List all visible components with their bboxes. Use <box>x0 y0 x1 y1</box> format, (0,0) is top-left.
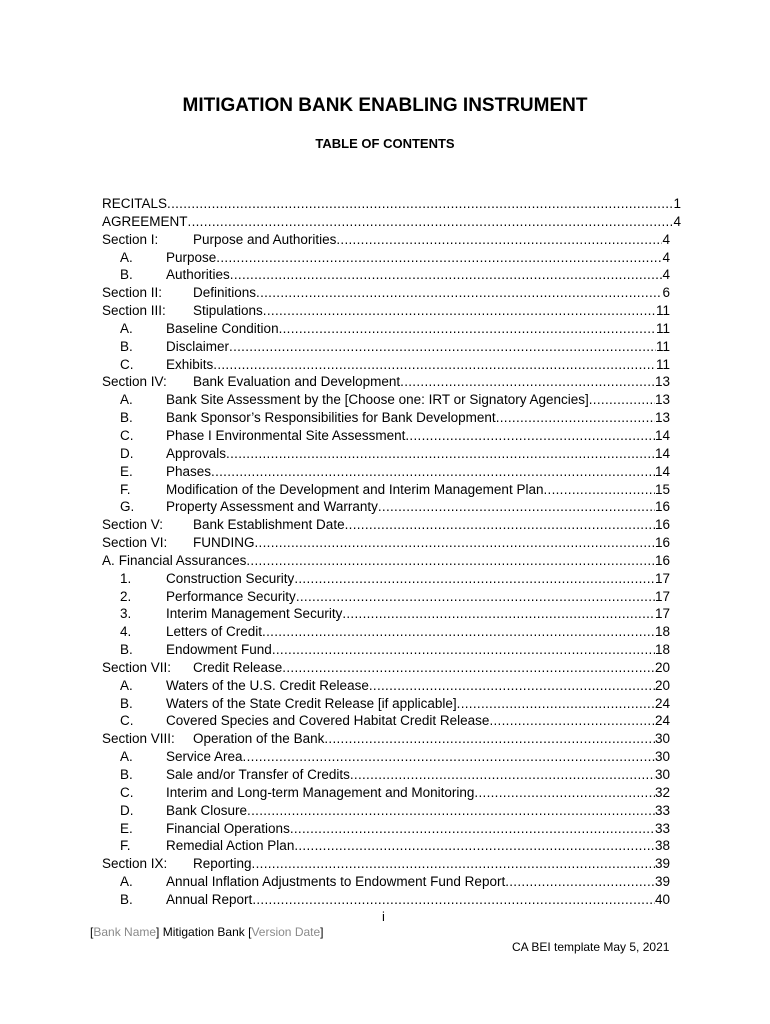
toc-entry-number: 2. <box>120 588 132 604</box>
toc-entry-label: Purpose <box>166 249 217 265</box>
toc-entry-number: A. <box>120 392 133 408</box>
toc-entry-label: Purpose and Authorities <box>193 231 337 247</box>
toc-entry[interactable] <box>102 677 670 695</box>
toc-entry[interactable] <box>102 552 670 570</box>
dot-leader <box>342 605 655 623</box>
toc-entry[interactable] <box>102 302 670 320</box>
toc-entry-page: 14 <box>654 427 670 443</box>
toc-entry-page: 30 <box>654 749 670 765</box>
toc-entry[interactable] <box>102 481 670 499</box>
toc-entry-page: 4 <box>662 249 670 265</box>
toc-entry-page: 39 <box>654 874 670 890</box>
toc-entry-number: Section VI: <box>102 535 168 551</box>
toc-entry[interactable] <box>102 373 670 391</box>
dot-leader <box>246 552 655 570</box>
toc-entry-page: 13 <box>654 374 670 390</box>
toc-entry[interactable] <box>102 249 670 267</box>
dot-leader <box>226 445 655 463</box>
footer-middle-text: Mitigation Bank <box>159 925 249 939</box>
dot-leader <box>496 409 655 427</box>
dot-leader <box>405 427 655 445</box>
table-of-contents <box>102 195 681 909</box>
toc-entry-label: Financial Operations <box>166 820 290 836</box>
toc-entry-page: 11 <box>655 320 670 336</box>
bracket: [ <box>248 925 252 939</box>
dot-leader <box>378 498 655 516</box>
footer-template-note: CA BEI template May 5, 2021 <box>512 940 670 954</box>
toc-entry[interactable] <box>102 820 670 838</box>
toc-entry-label: Bank Establishment Date <box>193 517 345 533</box>
dot-leader <box>262 623 655 641</box>
toc-entry[interactable] <box>102 695 670 713</box>
dot-leader <box>167 195 673 213</box>
toc-entry[interactable] <box>102 712 670 730</box>
toc-entry-page: 11 <box>655 303 670 319</box>
toc-entry-page: 40 <box>654 891 670 907</box>
toc-entry-number: 4. <box>120 624 132 640</box>
toc-entry-page: 11 <box>655 356 670 372</box>
toc-entry-number: Section VII: <box>102 659 172 675</box>
dot-leader <box>213 356 656 374</box>
toc-entry-label: Performance Security <box>166 588 296 604</box>
dot-leader <box>294 570 655 588</box>
toc-entry-number: A. <box>120 874 133 890</box>
toc-entry-label: Interim and Long-term Management and Monitoring <box>166 784 475 800</box>
toc-entry-number: Section IX: <box>102 856 168 872</box>
toc-entry-label: Baseline Condition <box>166 320 279 336</box>
toc-entry-number: D. <box>120 445 134 461</box>
toc-entry-page: 14 <box>654 445 670 461</box>
toc-entry[interactable] <box>102 266 670 284</box>
toc-entry-number: B. <box>120 338 133 354</box>
toc-entry-page: 38 <box>654 838 670 854</box>
toc-entry-number: E. <box>120 463 133 479</box>
toc-entry-page: 16 <box>654 535 670 551</box>
toc-entry-page: 39 <box>654 856 670 872</box>
toc-entry-number: C. <box>120 713 134 729</box>
toc-entry[interactable] <box>102 802 670 820</box>
toc-entry-label: AGREEMENT <box>102 213 188 229</box>
document-title: MITIGATION BANK ENABLING INSTRUMENT <box>182 95 588 116</box>
toc-entry-page: 17 <box>654 606 670 622</box>
toc-entry-number: Section II: <box>102 285 163 301</box>
toc-entry-number: A. <box>120 749 133 765</box>
toc-entry[interactable] <box>102 338 670 356</box>
toc-entry-page: 24 <box>654 713 670 729</box>
dot-leader <box>369 677 655 695</box>
dot-leader <box>263 302 656 320</box>
dot-leader <box>505 873 655 891</box>
toc-entry-page: 11 <box>655 338 670 354</box>
toc-entry-page: 33 <box>654 802 670 818</box>
toc-entry[interactable] <box>102 659 670 677</box>
toc-entry-page: 24 <box>654 695 670 711</box>
toc-entry-label: Letters of Credit <box>166 624 263 640</box>
toc-entry-label: Financial Assurances <box>118 552 247 568</box>
toc-entry-label: RECITALS <box>102 196 168 211</box>
toc-entry-page: 1 <box>673 196 681 211</box>
toc-entry-label: Bank Evaluation and Development <box>193 374 401 390</box>
toc-entry-number: 1. <box>120 570 132 586</box>
toc-heading: TABLE OF CONTENTS <box>315 136 455 151</box>
toc-entry-page: 33 <box>654 820 670 836</box>
toc-entry-number: A. <box>120 320 133 336</box>
dot-leader <box>350 766 655 784</box>
toc-entry-number: Section VIII: <box>102 731 175 747</box>
toc-entry-page: 16 <box>654 552 670 568</box>
dot-leader <box>252 891 655 909</box>
toc-entry[interactable] <box>102 730 670 748</box>
toc-entry[interactable] <box>102 356 670 374</box>
page-number: i <box>382 909 385 924</box>
toc-entry-page: 30 <box>654 767 670 782</box>
toc-entry-number: G. <box>120 499 135 515</box>
toc-entry-label: Waters of the State Credit Release [if applicable] <box>166 695 457 711</box>
toc-entry-page: 4 <box>662 267 670 283</box>
toc-entry-label: Sale and/or Transfer of Credits <box>166 767 350 782</box>
toc-entry-label: Approvals <box>166 445 227 461</box>
dot-leader <box>296 588 655 606</box>
toc-entry-page: 15 <box>654 481 670 497</box>
toc-entry-label: FUNDING <box>193 535 255 551</box>
toc-entry[interactable] <box>102 588 670 606</box>
toc-entry-page: 20 <box>654 659 670 675</box>
toc-entry-page: 32 <box>654 784 670 800</box>
toc-entry-label: Stipulations <box>193 303 263 319</box>
dot-leader <box>589 391 655 409</box>
toc-entry-label: Annual Report <box>166 891 253 907</box>
toc-entry-page: 4 <box>662 231 670 247</box>
toc-entry-number: B. <box>120 767 133 782</box>
dot-leader <box>247 802 655 820</box>
toc-entry[interactable] <box>102 766 670 784</box>
bank-name-placeholder: Bank Name <box>93 925 157 939</box>
toc-entry-number: A. <box>102 552 115 568</box>
toc-entry-label: Service Area <box>166 749 243 765</box>
toc-entry-number: Section I: <box>102 231 159 247</box>
toc-entry-label: Operation of the Bank <box>193 731 325 747</box>
toc-entry[interactable] <box>102 534 670 552</box>
dot-leader <box>188 213 674 231</box>
toc-entry[interactable] <box>102 748 670 766</box>
toc-entry-page: 4 <box>673 213 681 229</box>
dot-leader <box>336 231 662 249</box>
toc-entry-label: Bank Site Assessment by the [Choose one: IRT or Signatory Agencies] <box>166 392 589 408</box>
toc-entry[interactable] <box>102 391 670 409</box>
toc-entry[interactable] <box>102 463 670 481</box>
toc-entry-label: Reporting <box>193 856 252 872</box>
toc-entry-label: Bank Closure <box>166 802 248 818</box>
toc-entry[interactable] <box>102 855 670 873</box>
toc-entry-label: Authorities <box>166 267 230 283</box>
toc-entry-number: D. <box>120 802 134 818</box>
toc-entry[interactable] <box>102 320 670 338</box>
bracket: ] <box>320 925 324 939</box>
toc-entry-number: Section IV: <box>102 374 167 390</box>
dot-leader <box>243 748 655 766</box>
dot-leader <box>324 730 655 748</box>
toc-entry-number: A. <box>120 249 133 265</box>
toc-entry-number: 3. <box>120 606 132 622</box>
bracket: [ <box>90 925 94 939</box>
toc-entry[interactable] <box>102 784 670 802</box>
toc-entry-page: 30 <box>654 731 670 747</box>
toc-entry-page: 20 <box>654 677 670 693</box>
dot-leader <box>474 784 655 802</box>
toc-entry-number: A. <box>120 677 133 693</box>
toc-entry-label: Waters of the U.S. Credit Release <box>166 677 369 693</box>
toc-entry[interactable] <box>102 213 681 231</box>
toc-entry-label: Credit Release <box>193 659 283 675</box>
toc-entry-page: 6 <box>662 285 670 301</box>
toc-entry-page: 17 <box>654 588 670 604</box>
toc-entry-number: Section V: <box>102 517 164 533</box>
toc-entry[interactable] <box>102 195 681 213</box>
toc-entry-label: Annual Inflation Adjustments to Endowment Fund Report <box>166 874 506 890</box>
toc-entry[interactable] <box>102 231 670 249</box>
toc-entry[interactable] <box>102 445 670 463</box>
dot-leader <box>457 695 655 713</box>
bracket: ] <box>156 925 160 939</box>
toc-entry[interactable] <box>102 641 670 659</box>
toc-entry-number: C. <box>120 356 134 372</box>
toc-entry-label: Exhibits <box>166 356 214 372</box>
toc-entry[interactable] <box>102 284 670 302</box>
dot-leader <box>489 712 655 730</box>
dot-leader <box>256 284 662 302</box>
dot-leader <box>279 320 656 338</box>
dot-leader <box>294 837 655 855</box>
toc-entry-number: E. <box>120 820 133 836</box>
toc-entry-label: Remedial Action Plan <box>166 838 295 854</box>
toc-entry[interactable] <box>102 837 670 855</box>
toc-entry-number: F. <box>120 838 131 854</box>
dot-leader <box>216 249 662 267</box>
toc-entry-label: Construction Security <box>166 570 295 586</box>
toc-entry-number: Section III: <box>102 303 166 319</box>
toc-entry-page: 16 <box>654 499 670 515</box>
dot-leader <box>211 463 655 481</box>
dot-leader <box>255 534 655 552</box>
toc-entry-page: 13 <box>654 392 670 408</box>
toc-entry-page: 13 <box>654 410 670 426</box>
toc-entry-label: Definitions <box>193 285 257 301</box>
toc-entry-number: C. <box>120 427 134 443</box>
toc-entry-page: 18 <box>654 642 670 658</box>
toc-entry[interactable] <box>102 605 670 623</box>
toc-entry[interactable] <box>102 873 670 891</box>
toc-entry-page: 16 <box>654 517 670 533</box>
toc-entry-label: Phases <box>166 463 212 479</box>
toc-entry-number: B. <box>120 267 133 283</box>
dot-leader <box>345 516 655 534</box>
dot-leader <box>282 659 655 677</box>
toc-entry-label: Interim Management Security <box>166 606 343 622</box>
dot-leader <box>252 855 655 873</box>
toc-entry-label: Phase I Environmental Site Assessment <box>166 427 406 443</box>
toc-entry-label: Covered Species and Covered Habitat Credit Release <box>166 713 490 729</box>
toc-entry-label: Property Assessment and Warranty <box>166 499 378 515</box>
dot-leader <box>400 373 655 391</box>
toc-entry[interactable] <box>102 498 670 516</box>
toc-entry-label: Bank Sponsor’s Responsibilities for Bank Development <box>166 410 496 426</box>
toc-entry[interactable] <box>102 516 670 534</box>
toc-entry[interactable] <box>102 891 670 909</box>
toc-entry[interactable] <box>102 409 670 427</box>
toc-entry[interactable] <box>102 623 670 641</box>
dot-leader <box>229 338 656 356</box>
version-date-placeholder: Version Date <box>251 925 321 939</box>
toc-entry-number: F. <box>120 481 131 497</box>
toc-entry-number: B. <box>120 642 133 658</box>
toc-entry-number: C. <box>120 784 134 800</box>
toc-entry[interactable] <box>102 427 670 445</box>
toc-entry-page: 14 <box>654 463 670 479</box>
toc-entry-label: Disclaimer <box>166 338 230 354</box>
toc-entry-label: Endowment Fund <box>166 642 272 658</box>
toc-entry-number: B. <box>120 410 133 426</box>
dot-leader <box>543 481 655 499</box>
toc-entry-page: 18 <box>654 624 670 640</box>
dot-leader <box>272 641 655 659</box>
dot-leader <box>230 266 663 284</box>
toc-entry-label: Modification of the Development and Interim Management Plan <box>166 481 544 497</box>
toc-entry-number: B. <box>120 695 133 711</box>
dot-leader <box>290 820 655 838</box>
toc-entry-number: B. <box>120 891 133 907</box>
toc-entry-page: 17 <box>654 570 670 586</box>
toc-entry[interactable] <box>102 570 670 588</box>
footer-bank-line <box>90 925 324 939</box>
